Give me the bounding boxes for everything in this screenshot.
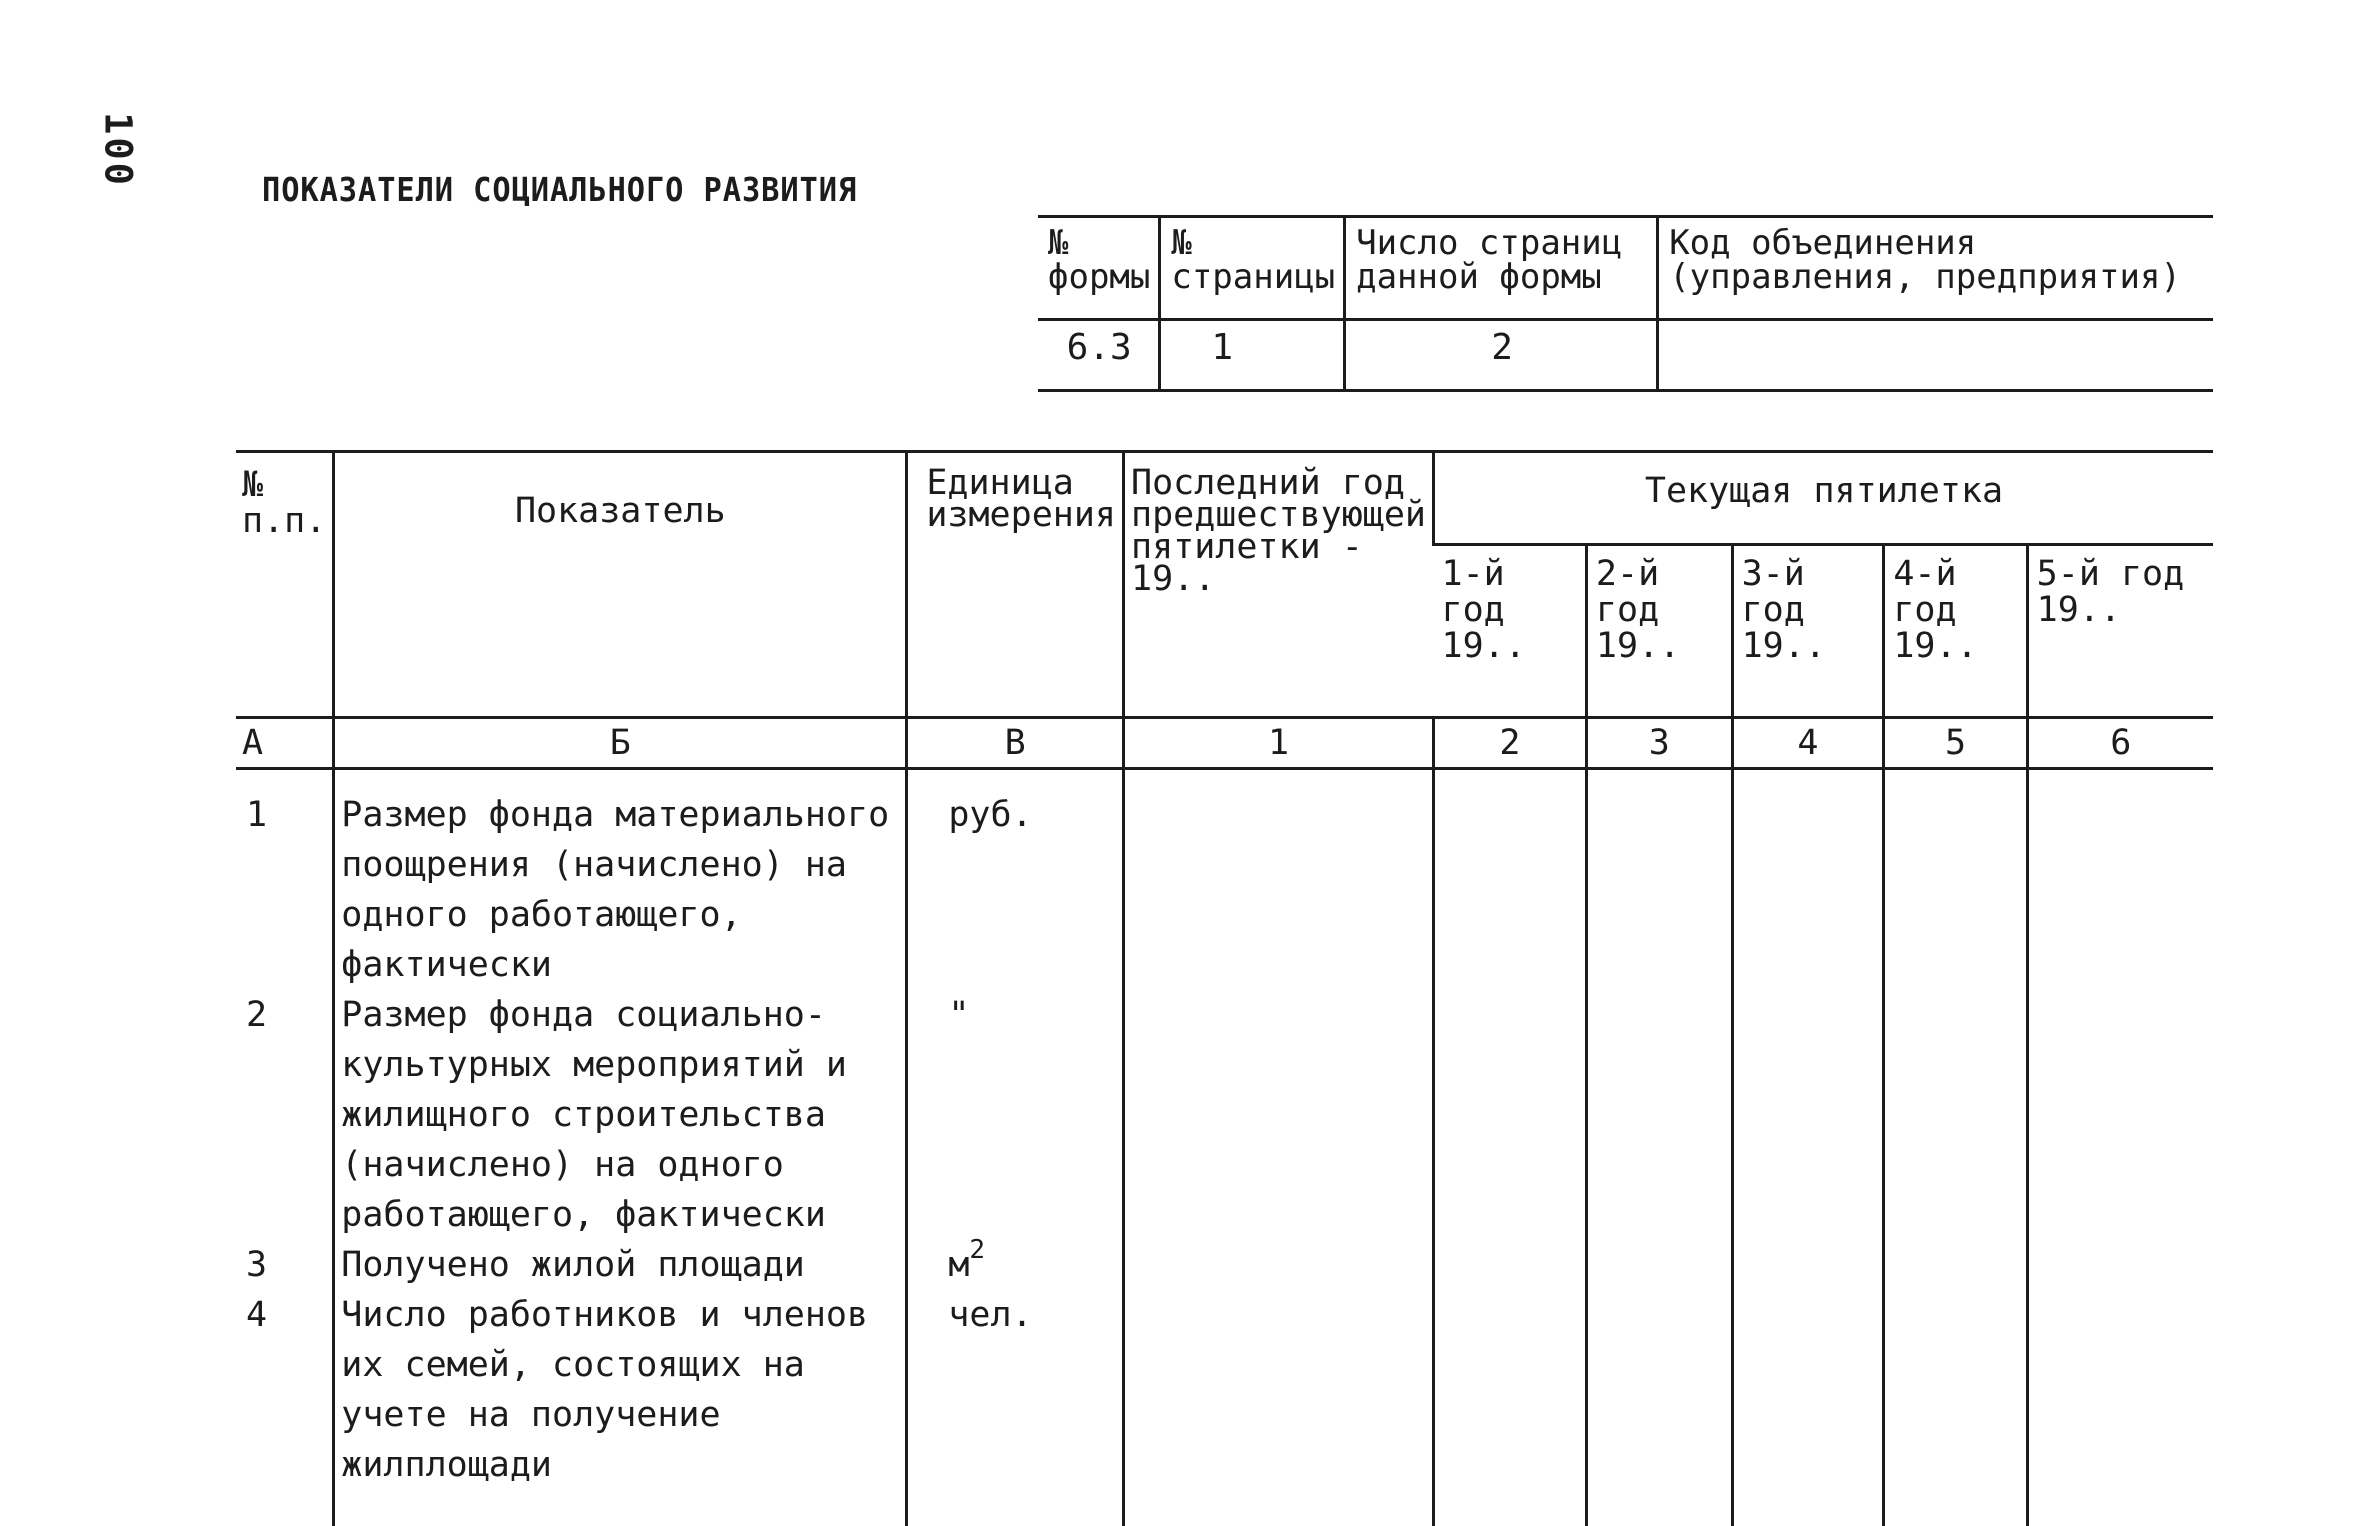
year-2-header: 2-й год 19.. — [1586, 545, 1732, 718]
page-number-header: № страницы — [1160, 217, 1345, 320]
row-unit: руб. — [907, 769, 1124, 991]
column-index: 2 — [1434, 718, 1587, 769]
page-title: ПОКАЗАТЕЛИ СОЦИАЛЬНОГО РАЗВИТИЯ — [262, 170, 858, 209]
form-info-value-row — [1038, 320, 2213, 391]
col-unit-header: Единица измерения — [907, 452, 1124, 718]
form-number-value: 6.3 — [1066, 327, 1132, 368]
column-index: 4 — [1732, 718, 1884, 769]
table-row — [236, 1290, 2213, 1526]
row-indicator: Число работников и членов их семей, состоящих на учете на получение жилплощади — [334, 1290, 907, 1526]
row-indicator: Размер фонда материального поощрения (начислено) на одного работающего, фактически — [334, 769, 907, 991]
row-number: 2 — [246, 995, 268, 1035]
current-five-year-plan-header: Текущая пятилетка — [1434, 452, 2214, 545]
form-info-table — [1038, 215, 2213, 392]
header-row-top — [236, 452, 2213, 545]
row-indicator: Размер фонда социально-культурных мероприятий и жилищного строительства (начислено) на одного работающего, фактически — [334, 990, 907, 1240]
row-unit: чел. — [907, 1290, 1124, 1526]
column-index: В — [907, 718, 1124, 769]
organization-code-value — [1658, 320, 2213, 391]
page-number-value: 1 — [1160, 320, 1345, 391]
unit-text: м — [948, 1245, 970, 1285]
column-index: 5 — [1884, 718, 2027, 769]
row-number: 4 — [246, 1295, 268, 1335]
column-index: 1 — [1124, 718, 1434, 769]
year-1-header: 1-й год 19.. — [1434, 545, 1587, 718]
table-row — [236, 990, 2213, 1240]
column-index: А — [236, 718, 334, 769]
row-number: 3 — [246, 1245, 268, 1285]
unit-superscript: 2 — [969, 1235, 986, 1265]
form-number-header: № формы — [1038, 217, 1160, 320]
column-index: Б — [334, 718, 907, 769]
column-index-row — [236, 718, 2213, 769]
form-info-header-row — [1038, 217, 2213, 320]
social-development-table — [236, 450, 2213, 1526]
table-row — [236, 769, 2213, 991]
page-count-value: 2 — [1345, 320, 1658, 391]
row-number: 1 — [246, 795, 268, 835]
col-indicator-header: Показатель — [334, 452, 907, 718]
row-indicator: Получено жилой площади — [334, 1240, 907, 1290]
col-last-year-header: Последний год предшествующей пятилетки - 19.. — [1124, 452, 1434, 718]
column-index: 3 — [1586, 718, 1732, 769]
page-count-header: Число страниц данной формы — [1345, 217, 1658, 320]
page-number: 100 — [96, 112, 140, 188]
row-unit: " — [907, 990, 1124, 1240]
year-5-header: 5-й год 19.. — [2027, 545, 2213, 718]
column-index: 6 — [2027, 718, 2213, 769]
year-3-header: 3-й год 19.. — [1732, 545, 1884, 718]
year-4-header: 4-й год 19.. — [1884, 545, 2027, 718]
table-row — [236, 1240, 2213, 1290]
organization-code-header: Код объединения (управления, предприятия) — [1658, 217, 2213, 320]
col-number-header: № п.п. — [242, 465, 327, 541]
row-unit — [907, 1235, 1124, 1290]
